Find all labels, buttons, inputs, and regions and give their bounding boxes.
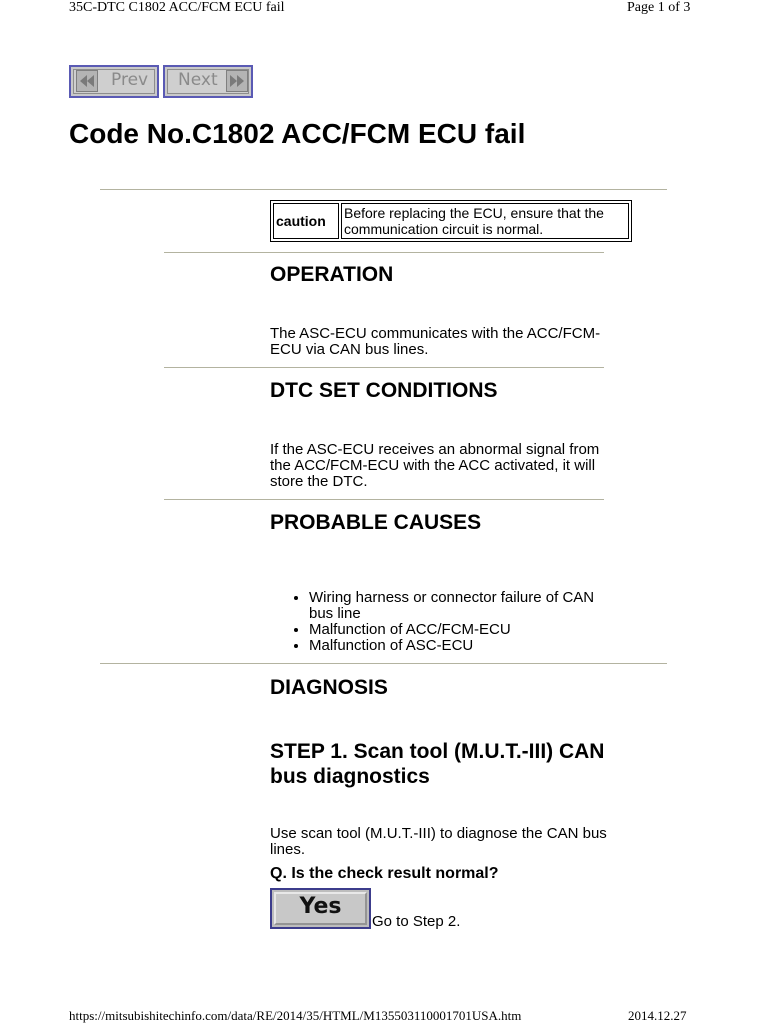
- diagnosis-heading: DIAGNOSIS: [270, 676, 388, 699]
- caution-box: [270, 200, 632, 242]
- causes-list: [270, 590, 620, 654]
- page-title: Code No.C1802 ACC/FCM ECU fail: [69, 118, 526, 149]
- next-button[interactable]: [163, 65, 253, 98]
- footer-url: https://mitsubishitechinfo.com/data/RE/2014/35/HTML/M135503110001701USA.htm: [69, 1008, 522, 1023]
- step-title: STEP 1. Scan tool (M.U.T.-III) CAN bus diagnostics: [270, 740, 605, 788]
- prev-button[interactable]: [69, 65, 159, 98]
- caution-text: Before replacing the ECU, ensure that the communication circuit is normal.: [341, 203, 629, 239]
- check-question: Q. Is the check result normal?: [270, 865, 499, 882]
- divider: [164, 367, 604, 368]
- operation-text: The ASC-ECU communicates with the ACC/FCM-ECU via CAN bus lines.: [270, 325, 601, 358]
- dtc-set-heading: DTC SET CONDITIONS: [270, 379, 498, 402]
- fast-forward-icon: [226, 70, 248, 92]
- yes-button[interactable]: [270, 888, 371, 929]
- divider: [164, 252, 604, 253]
- list-item: • Malfunction of ACC/FCM-ECU: [309, 622, 620, 638]
- divider: [100, 189, 667, 190]
- page-indicator: Page 1 of 3: [627, 0, 691, 15]
- list-item: • Wiring harness or connector failure of CAN bus line: [309, 590, 620, 622]
- rewind-icon: [76, 70, 98, 92]
- divider: [100, 663, 667, 664]
- dtc-set-text: If the ASC-ECU receives an abnormal signal from the ACC/FCM-ECU with the ACC activated, it will store the DTC.: [270, 441, 600, 490]
- step-text: Use scan tool (M.U.T.-III) to diagnose the CAN bus lines.: [270, 825, 607, 858]
- list-item: • Malfunction of ASC-ECU: [309, 638, 620, 654]
- yes-label: Yes: [299, 894, 342, 919]
- footer-date: 2014.12.27: [628, 1008, 687, 1023]
- operation-heading: OPERATION: [270, 263, 394, 286]
- caution-label: caution: [273, 203, 339, 239]
- yes-action-text: Go to Step 2.: [372, 913, 461, 930]
- next-label: Next: [178, 70, 218, 90]
- probable-causes-heading: PROBABLE CAUSES: [270, 511, 482, 534]
- document-title: 35C-DTC C1802 ACC/FCM ECU fail: [69, 0, 285, 15]
- prev-label: Prev: [111, 70, 149, 90]
- divider: [164, 499, 604, 500]
